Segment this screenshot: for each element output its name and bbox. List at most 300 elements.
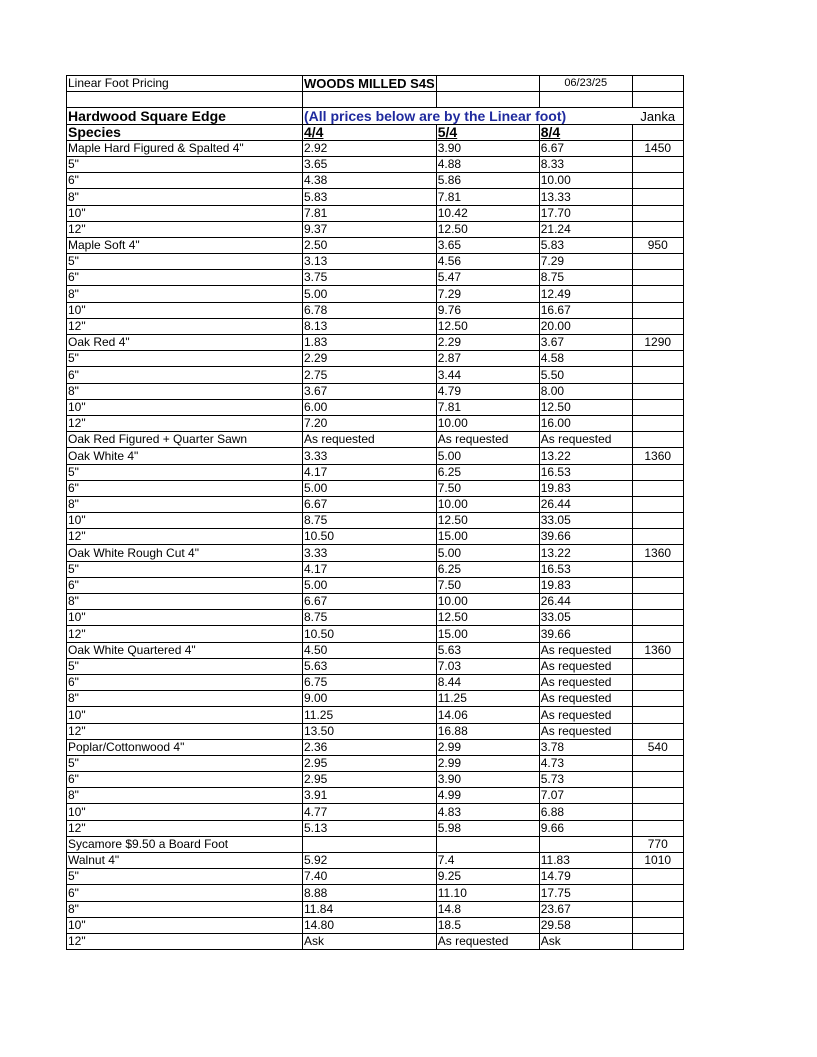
price-4-4-cell: 9.00 — [303, 691, 437, 707]
price-5-4-cell: 16.88 — [436, 723, 539, 739]
janka-cell — [632, 399, 683, 415]
price-4-4-cell: 2.95 — [303, 755, 437, 771]
table-row — [67, 399, 684, 415]
price-8-4-cell: 4.58 — [539, 351, 632, 367]
price-8-4-cell: 9.66 — [539, 820, 632, 836]
price-5-4-cell: 4.56 — [436, 254, 539, 270]
table-row — [67, 804, 684, 820]
price-4-4-cell: 4.17 — [303, 561, 437, 577]
table-row — [67, 772, 684, 788]
price-4-4-cell: 2.29 — [303, 351, 437, 367]
price-4-4-cell: 10.50 — [303, 626, 437, 642]
species-cell: 6" — [67, 772, 303, 788]
price-4-4-cell: 3.91 — [303, 788, 437, 804]
species-cell: 8" — [67, 383, 303, 399]
table-row — [67, 707, 684, 723]
table-row — [67, 270, 684, 286]
price-4-4-cell: 3.13 — [303, 254, 437, 270]
janka-cell — [632, 513, 683, 529]
price-5-4-cell: 7.81 — [436, 189, 539, 205]
table-row — [67, 836, 684, 852]
species-cell: Maple Hard Figured & Spalted 4" — [67, 140, 303, 156]
species-cell: 6" — [67, 270, 303, 286]
species-cell: Oak Red Figured + Quarter Sawn — [67, 432, 303, 448]
price-4-4-cell: 7.20 — [303, 415, 437, 431]
species-cell: 12" — [67, 221, 303, 237]
price-4-4-cell: 13.50 — [303, 723, 437, 739]
species-cell: 6" — [67, 885, 303, 901]
price-8-4-cell: 7.07 — [539, 788, 632, 804]
price-5-4-cell: 2.29 — [436, 335, 539, 351]
species-cell: Poplar/Cottonwood 4" — [67, 739, 303, 755]
species-cell: 8" — [67, 189, 303, 205]
price-4-4-cell: 3.33 — [303, 545, 437, 561]
table-row — [67, 674, 684, 690]
price-4-4-cell: 3.75 — [303, 270, 437, 286]
species-cell: 5" — [67, 658, 303, 674]
price-5-4-cell: 12.50 — [436, 221, 539, 237]
table-row — [67, 723, 684, 739]
price-4-4-cell: 5.13 — [303, 820, 437, 836]
table-row — [67, 237, 684, 253]
table-row — [67, 917, 684, 933]
price-8-4-cell: As requested — [539, 691, 632, 707]
price-8-4-cell: 10.00 — [539, 173, 632, 189]
price-5-4-cell: 4.83 — [436, 804, 539, 820]
species-cell: 12" — [67, 626, 303, 642]
table-row — [67, 545, 684, 561]
price-8-4-cell: 39.66 — [539, 626, 632, 642]
price-8-4-cell: 3.78 — [539, 739, 632, 755]
price-4-4-cell: 4.38 — [303, 173, 437, 189]
janka-cell: 950 — [632, 237, 683, 253]
price-8-4-cell: 26.44 — [539, 496, 632, 512]
price-5-4-cell: 11.25 — [436, 691, 539, 707]
janka-cell — [632, 577, 683, 593]
table-row — [67, 383, 684, 399]
species-cell: 12" — [67, 529, 303, 545]
price-5-4-cell: 14.8 — [436, 901, 539, 917]
price-5-4-cell: 4.99 — [436, 788, 539, 804]
price-5-4-cell: 12.50 — [436, 610, 539, 626]
price-4-4-cell: 6.78 — [303, 302, 437, 318]
species-cell: 12" — [67, 820, 303, 836]
janka-cell — [632, 415, 683, 431]
price-4-4-cell: 2.95 — [303, 772, 437, 788]
price-8-4-cell: 3.67 — [539, 335, 632, 351]
price-8-4-cell: 7.29 — [539, 254, 632, 270]
janka-cell — [632, 205, 683, 221]
janka-cell — [632, 788, 683, 804]
table-row — [67, 318, 684, 334]
price-4-4-cell: 7.40 — [303, 869, 437, 885]
janka-cell — [632, 885, 683, 901]
price-5-4-cell: 18.5 — [436, 917, 539, 933]
species-cell: Maple Soft 4" — [67, 237, 303, 253]
species-cell: 6" — [67, 674, 303, 690]
price-4-4-cell: 8.13 — [303, 318, 437, 334]
price-8-4-cell: 5.50 — [539, 367, 632, 383]
price-5-4-cell: 7.81 — [436, 399, 539, 415]
price-5-4-cell: 5.63 — [436, 642, 539, 658]
species-cell: 10" — [67, 707, 303, 723]
price-8-4-cell: 6.88 — [539, 804, 632, 820]
janka-cell — [632, 561, 683, 577]
species-cell: 5" — [67, 464, 303, 480]
janka-cell — [632, 869, 683, 885]
price-4-4-cell: 8.75 — [303, 513, 437, 529]
species-cell: 8" — [67, 594, 303, 610]
table-row — [67, 820, 684, 836]
table-row — [67, 788, 684, 804]
table-row — [67, 610, 684, 626]
janka-cell — [632, 286, 683, 302]
janka-cell: 1360 — [632, 642, 683, 658]
table-row — [67, 286, 684, 302]
price-8-4-cell: As requested — [539, 707, 632, 723]
pricing-note: (All prices below are by the Linear foot) — [303, 108, 633, 124]
section-row — [67, 108, 684, 124]
price-5-4-cell: 9.25 — [436, 869, 539, 885]
price-4-4-cell: 5.83 — [303, 189, 437, 205]
species-cell: Sycamore $9.50 a Board Foot — [67, 836, 303, 852]
janka-cell: 1360 — [632, 545, 683, 561]
species-cell: 10" — [67, 399, 303, 415]
janka-header: Janka — [632, 108, 683, 124]
price-4-4-cell: 4.50 — [303, 642, 437, 658]
price-8-4-cell: 6.67 — [539, 140, 632, 156]
price-5-4-cell: 7.29 — [436, 286, 539, 302]
col-header-4-4: 4/4 — [303, 124, 437, 140]
species-cell: 10" — [67, 513, 303, 529]
table-row — [67, 335, 684, 351]
table-row — [67, 496, 684, 512]
price-8-4-cell: 5.73 — [539, 772, 632, 788]
price-8-4-cell: 13.33 — [539, 189, 632, 205]
price-4-4-cell: 2.50 — [303, 237, 437, 253]
species-cell: 10" — [67, 917, 303, 933]
price-4-4-cell: 2.75 — [303, 367, 437, 383]
table-row — [67, 140, 684, 156]
price-5-4-cell: 3.90 — [436, 772, 539, 788]
price-4-4-cell: 1.83 — [303, 335, 437, 351]
janka-cell — [632, 529, 683, 545]
price-8-4-cell: 4.73 — [539, 755, 632, 771]
price-4-4-cell: 10.50 — [303, 529, 437, 545]
price-8-4-cell: 11.83 — [539, 853, 632, 869]
janka-cell — [632, 933, 683, 949]
price-8-4-cell: 13.22 — [539, 448, 632, 464]
species-cell: 8" — [67, 496, 303, 512]
species-cell: 8" — [67, 901, 303, 917]
price-4-4-cell: 8.88 — [303, 885, 437, 901]
janka-cell: 1360 — [632, 448, 683, 464]
janka-cell — [632, 820, 683, 836]
price-5-4-cell: 6.25 — [436, 464, 539, 480]
janka-cell — [632, 221, 683, 237]
price-8-4-cell: 33.05 — [539, 513, 632, 529]
section-heading: Hardwood Square Edge — [67, 108, 303, 124]
species-cell: 12" — [67, 318, 303, 334]
price-8-4-cell: 16.53 — [539, 561, 632, 577]
species-cell: Walnut 4" — [67, 853, 303, 869]
species-cell: 8" — [67, 286, 303, 302]
col-header-8-4: 8/4 — [539, 124, 632, 140]
table-row — [67, 254, 684, 270]
price-4-4-cell: 11.25 — [303, 707, 437, 723]
table-row — [67, 901, 684, 917]
janka-cell — [632, 610, 683, 626]
price-5-4-cell: 10.00 — [436, 594, 539, 610]
price-5-4-cell: 10.00 — [436, 415, 539, 431]
species-cell: 10" — [67, 302, 303, 318]
janka-cell — [632, 156, 683, 172]
sheet-title: Linear Foot Pricing — [67, 76, 303, 92]
price-8-4-cell: 17.70 — [539, 205, 632, 221]
price-5-4-cell: 10.00 — [436, 496, 539, 512]
price-8-4-cell — [539, 836, 632, 852]
table-row — [67, 626, 684, 642]
table-row — [67, 205, 684, 221]
price-4-4-cell: 5.63 — [303, 658, 437, 674]
price-4-4-cell: 6.67 — [303, 496, 437, 512]
species-cell: Oak White 4" — [67, 448, 303, 464]
price-8-4-cell: 12.49 — [539, 286, 632, 302]
table-row — [67, 885, 684, 901]
janka-cell — [632, 707, 683, 723]
janka-cell: 1450 — [632, 140, 683, 156]
price-4-4-cell: 5.00 — [303, 577, 437, 593]
table-row — [67, 173, 684, 189]
table-row — [67, 302, 684, 318]
price-5-4-cell: 2.87 — [436, 351, 539, 367]
price-8-4-cell: 19.83 — [539, 480, 632, 496]
table-row — [67, 480, 684, 496]
janka-cell — [632, 674, 683, 690]
janka-cell: 540 — [632, 739, 683, 755]
janka-cell — [632, 383, 683, 399]
janka-cell — [632, 173, 683, 189]
janka-cell — [632, 917, 683, 933]
table-row — [67, 869, 684, 885]
species-cell: 5" — [67, 561, 303, 577]
price-5-4-cell: 4.88 — [436, 156, 539, 172]
price-5-4-cell: 12.50 — [436, 513, 539, 529]
janka-cell — [632, 464, 683, 480]
species-cell: Oak White Rough Cut 4" — [67, 545, 303, 561]
table-row — [67, 415, 684, 431]
species-cell: 12" — [67, 933, 303, 949]
table-row — [67, 691, 684, 707]
janka-cell — [632, 270, 683, 286]
price-8-4-cell: 16.53 — [539, 464, 632, 480]
table-row — [67, 577, 684, 593]
price-5-4-cell: 5.47 — [436, 270, 539, 286]
price-4-4-cell: 3.67 — [303, 383, 437, 399]
table-row — [67, 351, 684, 367]
janka-cell: 770 — [632, 836, 683, 852]
price-5-4-cell: 2.99 — [436, 755, 539, 771]
table-row — [67, 432, 684, 448]
species-cell: 8" — [67, 788, 303, 804]
price-4-4-cell: 5.92 — [303, 853, 437, 869]
price-5-4-cell: 8.44 — [436, 674, 539, 690]
price-8-4-cell: 17.75 — [539, 885, 632, 901]
table-row — [67, 367, 684, 383]
janka-cell — [632, 432, 683, 448]
species-cell: 5" — [67, 755, 303, 771]
janka-cell — [632, 351, 683, 367]
species-cell: 12" — [67, 415, 303, 431]
column-header-row — [67, 124, 684, 140]
price-5-4-cell: 5.00 — [436, 545, 539, 561]
price-8-4-cell: 5.83 — [539, 237, 632, 253]
price-8-4-cell: 21.24 — [539, 221, 632, 237]
species-cell: 6" — [67, 480, 303, 496]
price-5-4-cell: 7.4 — [436, 853, 539, 869]
price-4-4-cell: 11.84 — [303, 901, 437, 917]
price-8-4-cell: As requested — [539, 642, 632, 658]
janka-cell: 1290 — [632, 335, 683, 351]
table-row — [67, 464, 684, 480]
species-cell: 5" — [67, 254, 303, 270]
price-8-4-cell: 13.22 — [539, 545, 632, 561]
price-5-4-cell: As requested — [436, 933, 539, 949]
species-cell: 6" — [67, 367, 303, 383]
price-5-4-cell: 7.03 — [436, 658, 539, 674]
price-5-4-cell — [436, 836, 539, 852]
janka-cell — [632, 302, 683, 318]
species-cell: 5" — [67, 869, 303, 885]
price-4-4-cell: 2.92 — [303, 140, 437, 156]
price-5-4-cell: 3.44 — [436, 367, 539, 383]
price-4-4-cell: Ask — [303, 933, 437, 949]
janka-cell — [632, 723, 683, 739]
price-4-4-cell: 3.33 — [303, 448, 437, 464]
sheet-subtitle: WOODS MILLED S4S — [304, 76, 435, 92]
species-cell: 10" — [67, 804, 303, 820]
price-5-4-cell: 4.79 — [436, 383, 539, 399]
price-4-4-cell: 8.75 — [303, 610, 437, 626]
species-cell: 12" — [67, 723, 303, 739]
price-8-4-cell: 39.66 — [539, 529, 632, 545]
table-row — [67, 561, 684, 577]
janka-cell — [632, 318, 683, 334]
price-8-4-cell: As requested — [539, 674, 632, 690]
sheet-date: 06/23/25 — [539, 76, 632, 92]
janka-cell — [632, 189, 683, 205]
species-cell: 10" — [67, 205, 303, 221]
price-8-4-cell: 26.44 — [539, 594, 632, 610]
janka-cell — [632, 804, 683, 820]
species-cell: 6" — [67, 173, 303, 189]
table-row — [67, 529, 684, 545]
janka-cell — [632, 755, 683, 771]
price-4-4-cell: 6.00 — [303, 399, 437, 415]
price-5-4-cell: 12.50 — [436, 318, 539, 334]
price-4-4-cell: 6.75 — [303, 674, 437, 690]
price-4-4-cell: 14.80 — [303, 917, 437, 933]
species-header: Species — [67, 124, 303, 140]
price-4-4-cell: 7.81 — [303, 205, 437, 221]
table-row — [67, 448, 684, 464]
species-cell: 6" — [67, 577, 303, 593]
table-row — [67, 513, 684, 529]
price-8-4-cell: 16.00 — [539, 415, 632, 431]
price-8-4-cell: 12.50 — [539, 399, 632, 415]
price-5-4-cell: 15.00 — [436, 626, 539, 642]
blank-row — [67, 92, 684, 108]
price-5-4-cell: 5.86 — [436, 173, 539, 189]
price-4-4-cell: 5.00 — [303, 480, 437, 496]
table-row — [67, 933, 684, 949]
table-row — [67, 221, 684, 237]
table-row — [67, 594, 684, 610]
table-row — [67, 156, 684, 172]
price-8-4-cell: 16.67 — [539, 302, 632, 318]
price-4-4-cell: 6.67 — [303, 594, 437, 610]
janka-cell — [632, 594, 683, 610]
price-8-4-cell: As requested — [539, 658, 632, 674]
price-5-4-cell: 14.06 — [436, 707, 539, 723]
janka-cell — [632, 480, 683, 496]
price-8-4-cell: 14.79 — [539, 869, 632, 885]
price-5-4-cell: 5.98 — [436, 820, 539, 836]
janka-cell — [632, 691, 683, 707]
price-5-4-cell: 6.25 — [436, 561, 539, 577]
price-8-4-cell: As requested — [539, 723, 632, 739]
species-cell: Oak Red 4" — [67, 335, 303, 351]
price-4-4-cell: 5.00 — [303, 286, 437, 302]
price-5-4-cell: 7.50 — [436, 480, 539, 496]
price-5-4-cell: 3.90 — [436, 140, 539, 156]
price-4-4-cell: 4.17 — [303, 464, 437, 480]
price-8-4-cell: 8.75 — [539, 270, 632, 286]
janka-cell — [632, 901, 683, 917]
price-8-4-cell: 8.00 — [539, 383, 632, 399]
price-4-4-cell: 3.65 — [303, 156, 437, 172]
species-cell: 10" — [67, 610, 303, 626]
price-4-4-cell: As requested — [303, 432, 437, 448]
table-row — [67, 642, 684, 658]
price-4-4-cell: 2.36 — [303, 739, 437, 755]
price-4-4-cell — [303, 836, 437, 852]
price-8-4-cell: 33.05 — [539, 610, 632, 626]
price-5-4-cell: 11.10 — [436, 885, 539, 901]
price-5-4-cell: 3.65 — [436, 237, 539, 253]
table-row — [67, 189, 684, 205]
price-8-4-cell: As requested — [539, 432, 632, 448]
janka-cell — [632, 367, 683, 383]
table-row — [67, 755, 684, 771]
janka-cell — [632, 658, 683, 674]
price-5-4-cell: 2.99 — [436, 739, 539, 755]
species-cell: 5" — [67, 351, 303, 367]
table-row — [67, 658, 684, 674]
price-4-4-cell: 4.77 — [303, 804, 437, 820]
table-row — [67, 853, 684, 869]
pricing-table — [66, 75, 684, 950]
price-5-4-cell: 15.00 — [436, 529, 539, 545]
price-5-4-cell: 5.00 — [436, 448, 539, 464]
janka-cell — [632, 496, 683, 512]
species-cell: 8" — [67, 691, 303, 707]
price-8-4-cell: 8.33 — [539, 156, 632, 172]
price-5-4-cell: As requested — [436, 432, 539, 448]
price-8-4-cell: 19.83 — [539, 577, 632, 593]
price-5-4-cell: 7.50 — [436, 577, 539, 593]
title-row — [67, 76, 684, 92]
